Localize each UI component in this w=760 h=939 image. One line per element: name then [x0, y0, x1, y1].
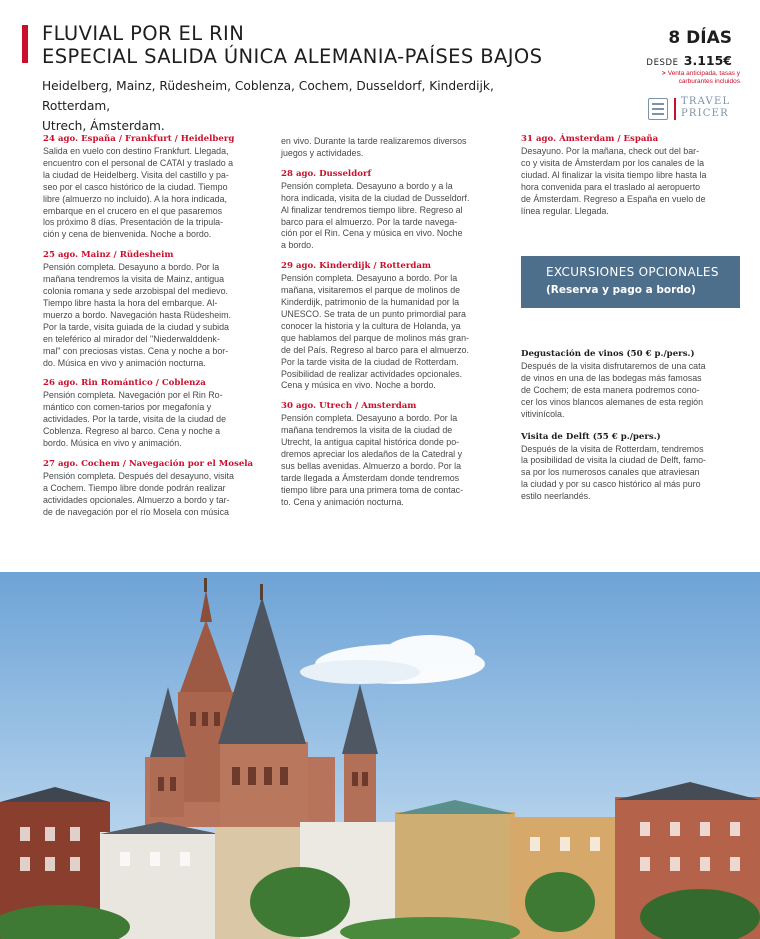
- text-line: Por la tarde, visita guiada de la ciudad y subida: [43, 321, 229, 332]
- travel-pricer-logo: [648, 96, 734, 124]
- text-line: Coblenza. Regreso al barco. Cena y noche a: [43, 426, 221, 437]
- day-heading: 27 ago. Cochem / Navegación por el Mosela: [43, 458, 254, 469]
- cities-line-2: Utrech, Ámsterdam.: [42, 119, 165, 133]
- day-heading: 25 ago. Mainz / Rüdesheim: [43, 250, 174, 261]
- itinerary-column-2: [281, 136, 496, 517]
- text-line: libre (almuerzo no incluido). A la hora indicada,: [43, 193, 228, 204]
- text-line: de de navegación por el río Mosela con música: [43, 506, 229, 517]
- text-line: vitivinícola.: [521, 408, 565, 419]
- text-line: co y visita de Ámsterdam por los canales de la: [521, 157, 705, 168]
- price-label: DESDE: [646, 58, 679, 68]
- title-line-2: ESPECIAL SALIDA ÚNICA ALEMANIA-PAÍSES BAJOS: [42, 45, 543, 68]
- text-line: de Ámsterdam. Regreso a España en vuelo de: [521, 193, 706, 204]
- text-line: Pensión completa. Desayuno a bordo. Por la: [281, 273, 458, 284]
- text-line: mañana, visitaremos el parque de molinos de: [281, 285, 461, 296]
- price-note: [632, 70, 740, 86]
- text-line: mañana tendremos la visita de Mainz, antigua: [43, 274, 225, 285]
- text-line: mántico con comen-tarios por megafonía y: [43, 402, 212, 413]
- text-line: Posibilidad de realizar actividades opcionales.: [281, 368, 463, 379]
- text-line: cer los vinos blancos alemanes de esta región: [521, 396, 704, 407]
- text-line: seo por el casco histórico de la ciudad. Tiempo: [43, 181, 228, 192]
- text-line: a Cochem. Tiempo libre donde podrán realizar: [43, 482, 226, 493]
- excursions-list: [521, 348, 736, 511]
- text-line: Tiempo libre hasta la hora del embarque. Al-: [43, 297, 218, 308]
- text-line: UNESCO. Se trata de un punto primordial para: [281, 308, 466, 319]
- text-line: Pensión completa. Desayuno a bordo. Por la: [43, 262, 220, 273]
- note-line-2: carburantes incluidos: [678, 78, 740, 85]
- text-line: que hablamos del parque de molinos más gran-: [281, 332, 469, 343]
- text-line: Pensión completa. Navegación por el Rin Ro-: [43, 390, 223, 401]
- text-line: la posibilidad de visita la ciudad de Delft, famo-: [521, 455, 706, 466]
- text-line: ción por el Rin. Cena y música en vivo. Noche: [281, 228, 463, 239]
- excursion-heading: Degustación de vinos (50 € p./pers.): [521, 349, 695, 359]
- excursions-title: EXCURSIONES OPCIONALES: [546, 265, 719, 279]
- cities-line-1: Heidelberg, Mainz, Rüdesheim, Coblenza, Cochem, Dusseldorf, Kinderdijk, Rotterdam,: [42, 79, 494, 113]
- day-26: [43, 377, 258, 450]
- text-line: en vivo. Durante la tarde realizaremos diversos: [281, 136, 467, 146]
- excursion-item: [521, 431, 736, 504]
- text-line: encuentro con el personal de CATAI y traslado a: [43, 157, 234, 168]
- logo-line-2: PRICER: [681, 107, 729, 119]
- day-heading: 24 ago. España / Frankfurt / Heidelberg: [43, 134, 235, 144]
- text-line: Después de la visita de Rotterdam, tendremos: [521, 443, 704, 454]
- day-25: [43, 249, 258, 369]
- text-line: de vinos en una de las bodegas más famosas: [521, 372, 702, 383]
- day-heading: 29 ago. Kinderdijk / Rotterdam: [281, 261, 432, 272]
- day-heading: 30 ago. Utrech / Amsterdam: [281, 401, 417, 412]
- text-line: Utrecht, la antigua capital histórica donde po-: [281, 437, 460, 448]
- text-line: mal" con preciosas vistas. Cena y noche a bor-: [43, 345, 229, 356]
- text-line: sa por los numerosos canales que atraviesan: [521, 467, 700, 478]
- day-27-continued: [281, 136, 496, 160]
- note-arrow-icon: >: [661, 70, 666, 77]
- day-heading: 28 ago. Dusseldorf: [281, 168, 372, 179]
- excursion-item: [521, 348, 736, 421]
- duration-label: 8 DÍAS: [668, 28, 732, 48]
- text-line: Después de la visita disfrutaremos de una cata: [521, 361, 706, 371]
- text-line: estilo neerlandés.: [521, 491, 591, 502]
- day-30: [281, 400, 496, 508]
- price-block: [646, 50, 732, 69]
- text-line: do. Música en vivo y animación nocturna.: [43, 357, 206, 368]
- text-line: mañana tendremos la visita de la ciudad de: [281, 425, 453, 436]
- text-line: Pensión completa. Después del desayuno, visita: [43, 470, 234, 481]
- text-line: ciudad. Al finalizar la visita tiempo libre hasta la: [521, 169, 707, 180]
- text-line: la ciudad y por su casco histórico al más puro: [521, 479, 701, 490]
- text-line: Pensión completa. Desayuno a bordo y a la: [281, 180, 453, 191]
- text-line: juegos y actividades.: [281, 147, 364, 158]
- text-line: to. Cena y animación nocturna.: [281, 496, 404, 507]
- page-title: [42, 22, 542, 68]
- excursions-subtitle: (Reserva y pago a bordo): [546, 284, 696, 296]
- mainz-cathedral-photo: [0, 572, 760, 939]
- text-line: de del País. Regreso al barco para el almuerzo.: [281, 344, 469, 355]
- text-line: hora indicada, visita de la ciudad de Dusseldorf.: [281, 192, 470, 203]
- day-29: [281, 260, 496, 392]
- text-line: tiempo libre para una primera toma de contac-: [281, 484, 464, 495]
- text-line: embarque en el crucero en el que pasaremos: [43, 205, 223, 216]
- text-line: en teleférico al mirador del "Niederwalddenk-: [43, 333, 220, 344]
- excursion-heading: Visita de Delft (55 € p./pers.): [521, 431, 661, 442]
- text-line: conocer la historia y la cultura de Holanda, ya: [281, 320, 461, 331]
- text-line: Pensión completa. Desayuno a bordo. Por la: [281, 413, 458, 424]
- text-line: colonia romana y sede arzobispal del medievo.: [43, 286, 229, 297]
- text-line: línea regular. Llegada.: [521, 205, 609, 216]
- pricer-tag-icon: [648, 98, 668, 120]
- text-line: barco para el almuerzo. Por la tarde navega-: [281, 216, 458, 227]
- excursions-banner: [521, 256, 740, 308]
- text-line: de Cochem; de esta manera podremos cono-: [521, 384, 700, 395]
- day-27: [43, 458, 258, 519]
- logo-line-1: TRAVEL: [681, 96, 731, 107]
- text-line: actividades opcionales. Almuerzo a bordo y tar-: [43, 494, 230, 505]
- logo-text: [681, 96, 730, 119]
- day-heading: 26 ago. Rin Romántico / Coblenza: [43, 378, 206, 389]
- itinerary-column-3: [521, 133, 736, 225]
- text-line: Al finalizar tendremos tiempo libre. Regreso al: [281, 204, 463, 215]
- title-accent-bar: [22, 25, 28, 63]
- text-line: a bordo.: [281, 240, 314, 251]
- text-line: Cena y música en vivo. Noche a bordo.: [281, 380, 436, 391]
- cities-list: [42, 76, 562, 136]
- text-line: muerzo a bordo. Navegación hasta Rüdesheim.: [43, 309, 231, 320]
- itinerary-column-1: [43, 133, 258, 527]
- logo-divider: [674, 98, 676, 120]
- text-line: Kinderdijk, patrimonio de la humanidad por la: [281, 297, 460, 308]
- text-line: hora convenida para el traslado al aeropuerto: [521, 181, 701, 192]
- day-24: [43, 133, 258, 241]
- text-line: los próximo 8 días. Presentación de la tripula-: [43, 217, 224, 228]
- title-line-1: FLUVIAL POR EL RIN: [42, 22, 245, 45]
- note-line-1: Venta anticipada, tasas y: [667, 70, 740, 77]
- text-line: tarde llegada a Ámsterdam donde tendremos: [281, 472, 460, 483]
- text-line: ción y cena de bienvenida. Noche a bordo.: [43, 229, 212, 240]
- text-line: Salida en vuelo con destino Frankfurt. Llegada,: [43, 146, 229, 156]
- text-line: la ciudad de Heidelberg. Visita del castillo y pa-: [43, 169, 229, 180]
- day-31: [521, 133, 736, 217]
- text-line: Desayuno. Por la mañana, check out del bar-: [521, 146, 700, 156]
- day-28: [281, 168, 496, 252]
- text-line: dremos apreciar los aledaños de la Catedral y: [281, 449, 463, 460]
- text-line: bordo. Música en vivo y animación.: [43, 438, 182, 449]
- day-heading: 31 ago. Ámsterdam / España: [521, 134, 659, 144]
- price-value: 3.115€: [683, 53, 732, 68]
- text-line: sus bellas avenidas. Almuerzo a bordo. Por la: [281, 460, 462, 471]
- text-line: actividades. Por la tarde, visita de la ciudad de: [43, 414, 227, 425]
- text-line: Por la tarde visita de la ciudad de Rotterdam.: [281, 356, 459, 367]
